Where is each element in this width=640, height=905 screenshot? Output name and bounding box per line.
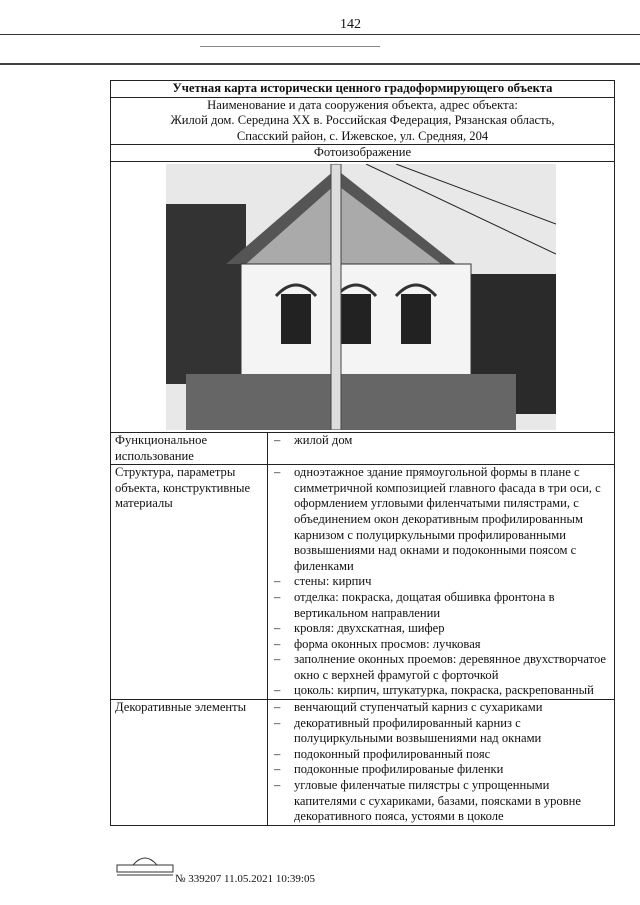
list-item: – венчающий ступенчатый карниз с сухариками — [272, 700, 610, 716]
list-item: – форма оконных просмов: лучковая — [272, 637, 610, 653]
list-item: – отделка: покраска, дощатая обшивка фронтона в вертикальном направлении — [272, 590, 610, 621]
name-line: Спасский район, с. Ижевское, ул. Средняя, 204 — [236, 128, 489, 143]
row-label: Декоративные элементы — [111, 700, 268, 826]
name-label: Наименование и дата сооружения объекта, адрес объекта: — [207, 97, 518, 112]
divider — [0, 63, 640, 65]
table-row — [111, 700, 615, 826]
table-row — [111, 432, 615, 464]
photo-cell — [111, 161, 615, 432]
registration-card-table — [110, 80, 615, 826]
list-item: – жилой дом — [272, 433, 610, 449]
list-item: – заполнение оконных проемов: деревянное двухстворчатое окно с верхней фрамугой с форточкой — [272, 652, 610, 683]
divider — [0, 34, 640, 35]
list-item: – кровля: двухскатная, шифер — [272, 621, 610, 637]
list-item: – угловые филенчатые пилястры с упрощенными капителями с сухариками, базами, поясками в уровне декоративного пояса, устоями в цоколе — [272, 778, 610, 825]
page-number: 142 — [340, 17, 361, 32]
object-name-cell — [111, 97, 615, 145]
house-photo — [166, 164, 556, 430]
name-line: Жилой дом. Середина XX в. Российская Федерация, Рязанская область, — [170, 113, 555, 128]
divider — [200, 46, 380, 47]
row-label: Структура, параметры объекта, конструктивные материалы — [111, 465, 268, 700]
registry-logo-icon — [115, 855, 175, 877]
row-label: Функциональное использование — [111, 432, 268, 464]
list-item: – подоконные профилированые филенки — [272, 762, 610, 778]
document-stamp: № 339207 11.05.2021 10:39:05 — [175, 873, 315, 885]
list-item: – цоколь: кирпич, штукатурка, покраска, раскрепованный — [272, 683, 610, 699]
list-item: – декоративный профилированный карниз с полуциркульными возвышениями над окнами — [272, 716, 610, 747]
table-row — [111, 465, 615, 700]
list-item: – подоконный профилированный пояс — [272, 747, 610, 763]
list-item: – стены: кирпич — [272, 574, 610, 590]
list-item: – одноэтажное здание прямоугольной формы в плане с симметричной композицией главного фасада в три оси, с оформлением угловыми филенчатыми пилястрами, с объединением окон декоративным профилированным карнизом с полуциркульными профилированными возвышениями над окнами и подоконными поясом с филенками — [272, 465, 610, 574]
card-title: Учетная карта исторически ценного градоформирующего объекта — [111, 81, 615, 98]
photo-label: Фотоизображение — [111, 145, 615, 162]
